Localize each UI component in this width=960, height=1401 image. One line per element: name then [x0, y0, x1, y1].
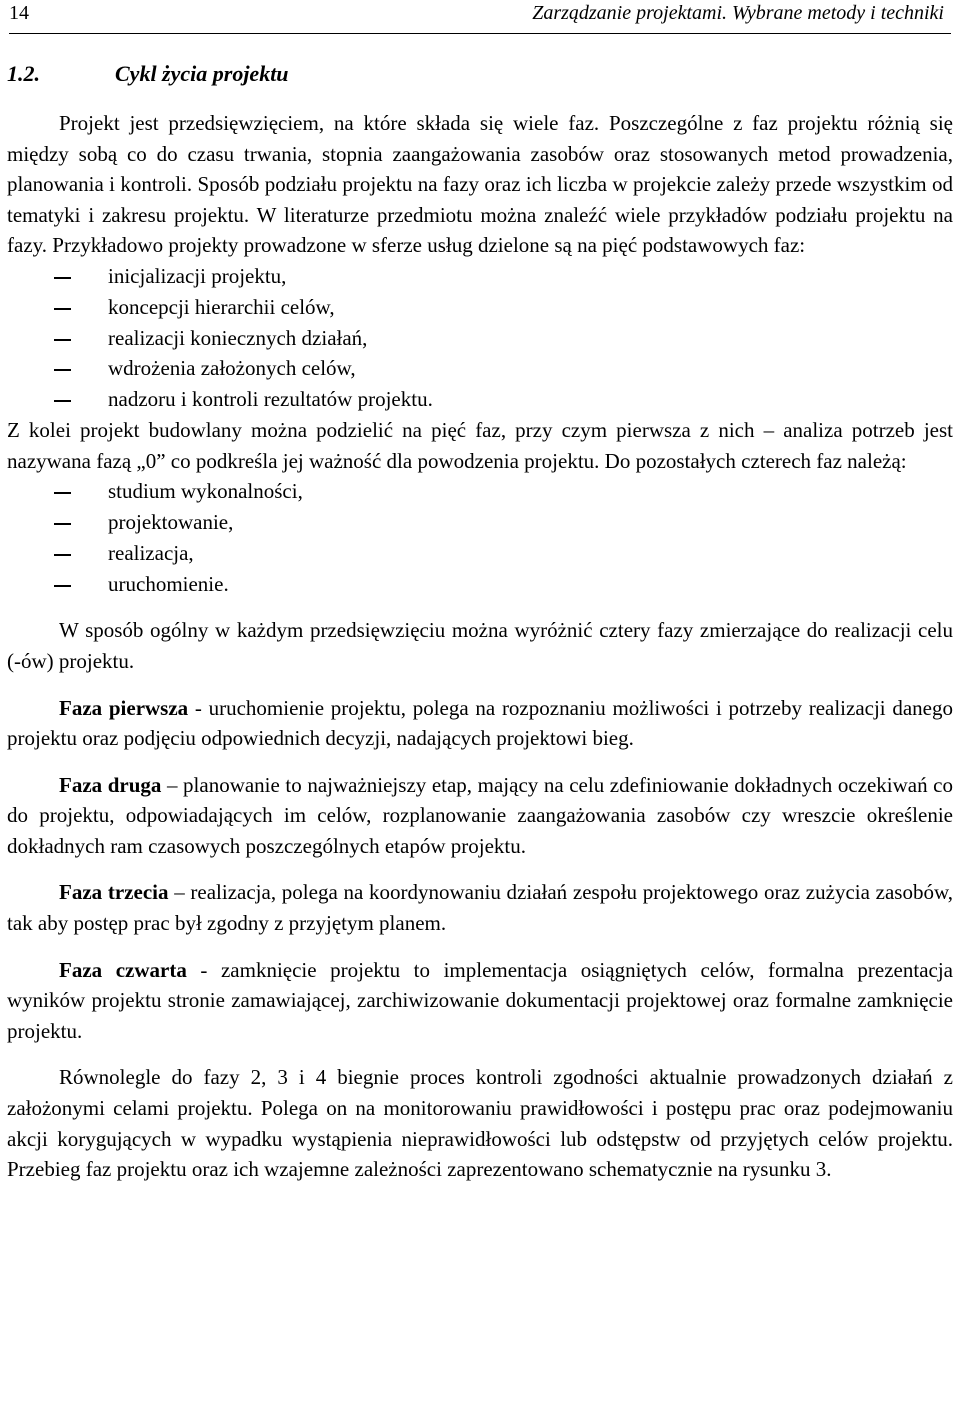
- phase-label: Faza czwarta: [59, 957, 187, 982]
- phase-label: Faza pierwsza: [59, 695, 189, 720]
- list-item: realizacji koniecznych działań,: [7, 323, 953, 354]
- phase-label: Faza trzecia: [59, 880, 169, 905]
- list-item: wdrożenia założonych celów,: [7, 353, 953, 384]
- phase-text: – realizacja, polega na koordynowaniu działań zespołu projektowego oraz zużycia zasobów, tak aby postęp prac był zgodny z przyjętym planem.: [7, 880, 953, 936]
- section-heading: [7, 61, 953, 87]
- paragraph-construction: Z kolei projekt budowlany można podzielić na pięć faz, przy czym pierwsza z nich – analiza potrzeb jest nazywana fazą „0” co podkreśla jej ważność dla powodzenia projektu. Do pozostałych czterech faz należą:: [7, 417, 953, 473]
- phase-paragraph: [7, 877, 953, 938]
- section-title: Cykl życia projektu: [115, 61, 289, 86]
- list-item: uruchomienie.: [7, 569, 953, 600]
- phase-text: - uruchomienie projektu, polega na rozpoznaniu możliwości i potrzeby realizacji danego projektu oraz podjęciu odpowiednich decyzji, nadających projektowi bieg.: [7, 695, 953, 751]
- paragraph-intro: Projekt jest przedsięwzięciem, na które składa się wiele faz. Poszczególne z faz projektu różnią się między sobą co do czasu trwania, stopnia zaangażowania zasobów oraz stosowanych metod prowadzenia, planowania i kontroli. Sposób podziału projektu na fazy oraz ich liczba w projekcie zależy przede wszystkim od tematyki i zakresu projektu. W literaturze przedmiotu można znaleźć wiele przykładów podziału projektu na fazy. Przykładowo projekty prowadzone w sferze usług dzielone są na pięć podstawowych faz:: [7, 111, 953, 258]
- list-item: projektowanie,: [7, 507, 953, 538]
- section-number: 1.2.: [7, 61, 40, 86]
- list-item: studium wykonalności,: [7, 476, 953, 507]
- list-item: realizacja,: [7, 538, 953, 569]
- list-item: koncepcji hierarchii celów,: [7, 292, 953, 323]
- header-rule: [9, 33, 951, 34]
- construction-phases-list: [7, 476, 953, 599]
- paragraph-control: Równolegle do fazy 2, 3 i 4 biegnie proces kontroli zgodności aktualnie prowadzonych działań z założonymi celami projektu. Polega on na monitorowaniu prawidłowości i postępu prac oraz podejmowaniu akcji korygujących w wypadku wystąpienia nieprawidłowości lub odstępstw od przyjętych celów projektu. Przebieg faz projektu oraz ich wzajemne zależności zaprezentowano schematycznie na rysunku 3.: [7, 1065, 953, 1182]
- service-phases-list: [7, 261, 953, 415]
- list-item: nadzoru i kontroli rezultatów projektu.: [7, 384, 953, 415]
- phase-paragraph: [7, 693, 953, 754]
- page-number: 14: [9, 2, 29, 24]
- list-item: inicjalizacji projektu,: [7, 261, 953, 292]
- page-header: [7, 0, 953, 28]
- phase-label: Faza druga: [59, 772, 162, 797]
- phase-paragraph: [7, 770, 953, 862]
- phase-text: - zamknięcie projektu to implementacja osiągniętych celów, formalna prezentacja wyników projektu stronie zamawiającej, zarchiwizowanie dokumentacji projektowej oraz formalne zamknięcie projektu.: [7, 957, 953, 1043]
- phase-text: – planowanie to najważniejszy etap, mający na celu zdefiniowanie dokładnych oczekiwań co do projektu, odpowiadających im celów, rozplanowanie zaangażowania zasobów czy wreszcie określenie dokładnych ram czasowych poszczególnych etapów projektu.: [7, 772, 953, 858]
- running-title: Zarządzanie projektami. Wybrane metody i techniki: [532, 2, 944, 24]
- phase-paragraph: [7, 955, 953, 1047]
- paragraph-general: W sposób ogólny w każdym przedsięwzięciu można wyróżnić cztery fazy zmierzające do realizacji celu (-ów) projektu.: [7, 618, 953, 673]
